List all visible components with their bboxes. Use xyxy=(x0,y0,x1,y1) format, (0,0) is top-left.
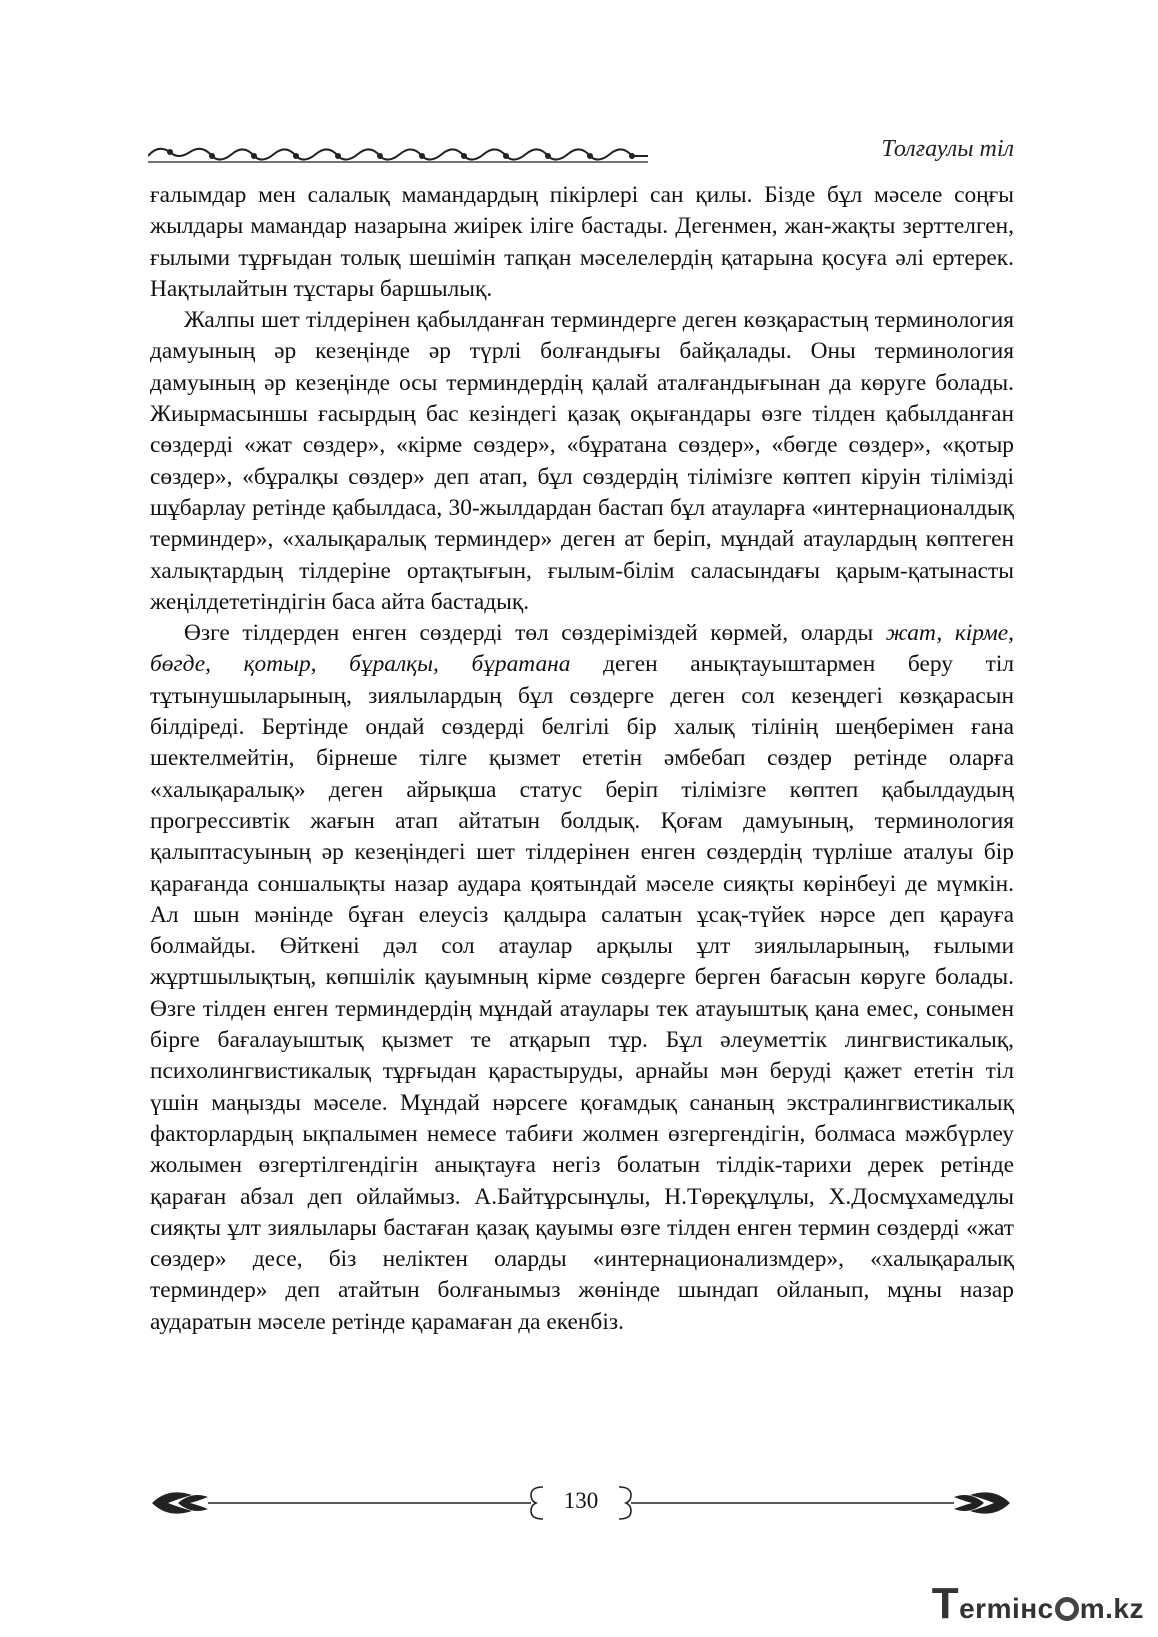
paragraph-3 xyxy=(150,618,1014,1338)
page-footer xyxy=(148,1483,1014,1523)
watermark-o-icon xyxy=(1055,1597,1079,1621)
paragraph-2: Жалпы шет тілдерінен қабылданған терминдерге деген көзқарастың терминология дамуының әр кезеңінде әр түрлі болғандығы байқалады. Оны терминология дамуының әр кезеңінде осы терминдердің қалай аталғандығынан да көруге болады. Жиырмасыншы ғасырдың бас кезіндегі қазақ оқығандары өзге тілден қабылданған сөздерді «жат сөздер», «кірме сөздер», «бұратана сөздер», «бөгде сөздер», «қотыр сөздер», «бұралқы сөздер» деп атап, бұл сөздердің тілімізге көптеп кіруін тілімізді шұбарлау ретінде қабылдаса, 30-жылдардан бастап бұл атауларға «интернационалдық терминдер», «халықаралық терминдер» деген ат беріп, мұндай атаулардың көптеген халықтардың тілдеріне ортақтығын, ғылым-білім саласындағы қарым-қатынасты жеңілдететіндігін баса айта бастадық. xyxy=(150,307,1014,615)
paragraph-3-start: Өзге тілдерден енген сөздерді төл сөздеріміздей көрмей, оларды xyxy=(184,620,886,647)
watermark-end: m.kz xyxy=(1079,1593,1144,1624)
watermark-middle: ermінc xyxy=(959,1593,1054,1624)
paragraph-3-rest: деген анықтауыштармен беру тіл тұтынушыларының, зиялылардың бұл сөздерге деген сол кезеңдегі көзқарасын білдіреді. Бертінде ондай сөздерді белгілі бір халық тілінің шеңберімен ғана шектелмейтін, бірнеше тілге қызмет ететін әмбебап сөздер ретінде оларға «халықаралық» деген айрықша статус беріп тілімізге көптеп қабылдаудың прогрессивтік жағын атап айтатын болдық. Қоғам дамуының, терминология қалыптасуының әр кезеңіндегі шет тілдерінен енген сөздердің түрліше аталуы бір қарағанда соншалықты назар аудара қоятындай мәселе сияқты көрінбеуі де мүмкін. Ал шын мәнінде бұған елеусіз қалдыра салатын ұсақ-түйек нәрсе деп қарауға болмайды. Өйткені дәл сол атаулар арқылы ұлт зиялыларының, ғылыми жұртшылықтың, көпшілік қауымның кірме сөздерге берген бағасын көруге болады. Өзге тілден енген терминдердің мұндай атаулары тек атауыштық қана емес, сонымен бірге бағалауыштық қызмет те атқарып тұр. Бұл әлеуметтік лингвистикалық, психолингвистикалық тұрғыдан қарастыруды, арнайы мән беруді қажет ететін тіл үшін маңызды мәселе. Мұндай нәрсеге қоғамдық сананың экстралингвистикалық факторлардың ықпалымен немесе табиғи жолмен өзгергендігін, болмаса мәжбүрлеу жолымен өзгертілгендігін анықтауға негіз болатын тілдік-тарихи дерек ретінде қараған абзал деп ойлаймыз. А.Байтұрсынұлы, Н.Төреқұлұлы, Х.Досмұхамедұлы сияқты ұлт зиялылары бастаған қазақ қауымы өзге тілден енген термин сөздерді «жат сөздер» десе, біз неліктен оларды «интернационализмдер», «халықаралық терминдер» деп атайтын болғанымыз жөнінде шындап ойланып, мұны назар аударатын мәселе ретінде қарамаған да екенбіз. xyxy=(150,651,1015,1335)
running-title: Толғаулы тіл xyxy=(881,136,1014,162)
paragraph-3-italic: жат, кірме, бөгде, қотыр, бұралқы, бұратана xyxy=(150,620,1014,678)
watermark-letter: T xyxy=(931,1579,960,1628)
site-watermark xyxy=(932,1579,1144,1629)
paragraph-1: ғалымдар мен салалық мамандардың пікірлері сан қилы. Бізде бұл мәселе соңғы жылдары мамандар назарына жиірек іліге бастады. Дегенмен, жан-жақты зерттелген, ғылыми тұрғыдан толық шешімін тапқан мәселелердің қатарына қосуға әлі ертерек. Нақтылайтын тұстары баршылық. xyxy=(150,182,1014,302)
page-header xyxy=(148,132,1014,172)
page-number: 130 xyxy=(563,1488,599,1513)
header-ornament xyxy=(148,138,648,168)
body-text xyxy=(150,180,1014,1338)
